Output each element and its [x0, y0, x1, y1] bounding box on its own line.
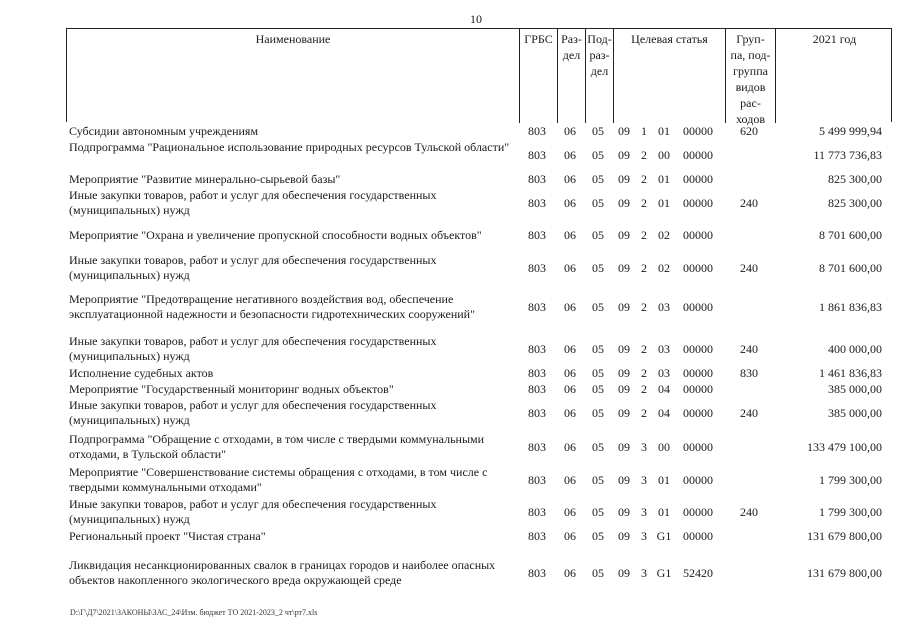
row-vr: 240	[740, 505, 758, 519]
row-cs3: 04	[658, 406, 670, 420]
row-pr: 05	[592, 342, 604, 356]
row-cs3: 00	[658, 440, 670, 454]
header-year: 2021 год	[775, 29, 893, 123]
table-row	[66, 558, 892, 588]
row-name: Мероприятие "Совершенствование системы обращения с отходами, в том числе с твердыми коммунальными отходами"	[69, 465, 488, 494]
table-row	[66, 382, 892, 397]
row-cs3: 03	[658, 300, 670, 314]
row-grbs: 803	[528, 406, 546, 420]
row-rz: 06	[564, 148, 576, 162]
row-amount: 385 000,00	[828, 406, 882, 420]
row-cs4: 00000	[683, 505, 713, 519]
row-cs4: 00000	[683, 228, 713, 242]
row-grbs: 803	[528, 124, 546, 138]
header-name: Наименование	[255, 32, 331, 46]
row-pr: 05	[592, 228, 604, 242]
row-cs1: 09	[618, 228, 630, 242]
row-name: Исполнение судебных актов	[69, 366, 214, 380]
row-cs1: 09	[618, 473, 630, 487]
row-cs1: 09	[618, 342, 630, 356]
row-name: Мероприятие "Развитие минерально-сырьевой базы"	[69, 172, 341, 186]
header-razdel: Раз- дел	[557, 29, 585, 123]
header-grbs: ГРБС	[519, 29, 557, 123]
row-cs3: 03	[658, 366, 670, 380]
row-name: Иные закупки товаров, работ и услуг для обеспечения государственных (муниципальных) нужд	[69, 253, 437, 282]
row-name: Иные закупки товаров, работ и услуг для обеспечения государственных (муниципальных) нужд	[69, 334, 437, 363]
table-row	[66, 334, 892, 364]
row-cs4: 00000	[683, 148, 713, 162]
row-amount: 825 300,00	[828, 172, 882, 186]
row-vr: 240	[740, 196, 758, 210]
row-cs2: 2	[641, 148, 647, 162]
row-rz: 06	[564, 382, 576, 396]
row-cs1: 09	[618, 172, 630, 186]
row-grbs: 803	[528, 196, 546, 210]
row-cs2: 2	[641, 366, 647, 380]
row-cs1: 09	[618, 566, 630, 580]
row-cs2: 3	[641, 529, 647, 543]
table-row	[66, 124, 892, 139]
row-amount: 1 461 836,83	[819, 366, 882, 380]
row-pr: 05	[592, 366, 604, 380]
table-row	[66, 529, 892, 544]
row-name: Подпрограмма "Обращение с отходами, в том числе с твердыми коммунальными отходами, в Тульской области"	[69, 432, 485, 461]
header-tselevaya: Целевая статья	[613, 29, 725, 123]
row-pr: 05	[592, 148, 604, 162]
row-pr: 05	[592, 473, 604, 487]
table-row	[66, 140, 892, 170]
row-vr: 240	[740, 406, 758, 420]
table-row	[66, 398, 892, 428]
row-cs2: 2	[641, 261, 647, 275]
header-podrazdel: Под- раз- дел	[585, 29, 613, 123]
row-cs1: 09	[618, 300, 630, 314]
row-grbs: 803	[528, 261, 546, 275]
row-rz: 06	[564, 505, 576, 519]
row-cs2: 3	[641, 473, 647, 487]
row-grbs: 803	[528, 342, 546, 356]
row-cs2: 3	[641, 505, 647, 519]
row-pr: 05	[592, 261, 604, 275]
row-cs2: 2	[641, 196, 647, 210]
row-cs4: 00000	[683, 124, 713, 138]
row-amount: 1 799 300,00	[819, 473, 882, 487]
row-cs3: 03	[658, 342, 670, 356]
table-row	[66, 172, 892, 187]
row-cs4: 00000	[683, 440, 713, 454]
row-cs3: 02	[658, 261, 670, 275]
row-amount: 8 701 600,00	[819, 228, 882, 242]
table-row	[66, 292, 892, 322]
row-pr: 05	[592, 406, 604, 420]
row-grbs: 803	[528, 172, 546, 186]
row-name: Мероприятие "Охрана и увеличение пропускной способности водных объектов"	[69, 228, 482, 242]
row-cs2: 3	[641, 566, 647, 580]
row-grbs: 803	[528, 366, 546, 380]
row-grbs: 803	[528, 473, 546, 487]
row-vr: 830	[740, 366, 758, 380]
row-cs4: 00000	[683, 406, 713, 420]
row-rz: 06	[564, 473, 576, 487]
row-cs1: 09	[618, 406, 630, 420]
row-amount: 1 861 836,83	[819, 300, 882, 314]
row-name: Региональный проект "Чистая страна"	[69, 529, 266, 543]
table-row	[66, 228, 892, 243]
row-amount: 131 679 800,00	[807, 566, 882, 580]
row-cs1: 09	[618, 529, 630, 543]
table-header	[66, 28, 892, 126]
row-rz: 06	[564, 228, 576, 242]
row-cs4: 00000	[683, 300, 713, 314]
row-pr: 05	[592, 440, 604, 454]
row-cs2: 2	[641, 228, 647, 242]
row-grbs: 803	[528, 566, 546, 580]
row-cs1: 09	[618, 440, 630, 454]
row-cs3: 01	[658, 505, 670, 519]
row-cs4: 00000	[683, 529, 713, 543]
row-cs4: 00000	[683, 382, 713, 396]
row-cs3: 01	[658, 124, 670, 138]
row-cs3: 04	[658, 382, 670, 396]
row-vr: 240	[740, 261, 758, 275]
file-path-footer: D:\Г\Д7\2021\ЗАКОНЫ\ЗАС_24\Изм. бюджет ТО 2021-2023_2 чт\рт7.xls	[70, 608, 318, 617]
row-grbs: 803	[528, 505, 546, 519]
row-pr: 05	[592, 566, 604, 580]
row-rz: 06	[564, 172, 576, 186]
row-amount: 5 499 999,94	[819, 124, 882, 138]
table-row	[66, 188, 892, 218]
row-vr: 620	[740, 124, 758, 138]
row-cs2: 2	[641, 172, 647, 186]
row-cs3: 01	[658, 473, 670, 487]
row-cs1: 09	[618, 366, 630, 380]
row-cs4: 00000	[683, 342, 713, 356]
row-cs4: 00000	[683, 261, 713, 275]
row-name: Иные закупки товаров, работ и услуг для обеспечения государственных (муниципальных) нужд	[69, 497, 437, 526]
row-cs1: 09	[618, 196, 630, 210]
row-vr: 240	[740, 342, 758, 356]
table-row	[66, 253, 892, 283]
row-grbs: 803	[528, 228, 546, 242]
row-grbs: 803	[528, 300, 546, 314]
row-rz: 06	[564, 124, 576, 138]
row-grbs: 803	[528, 440, 546, 454]
row-amount: 400 000,00	[828, 342, 882, 356]
row-cs3: 01	[658, 172, 670, 186]
row-rz: 06	[564, 300, 576, 314]
row-pr: 05	[592, 172, 604, 186]
row-cs2: 2	[641, 300, 647, 314]
row-cs4: 52420	[683, 566, 713, 580]
row-amount: 385 000,00	[828, 382, 882, 396]
row-rz: 06	[564, 406, 576, 420]
row-pr: 05	[592, 505, 604, 519]
table-row	[66, 465, 892, 495]
row-cs1: 09	[618, 382, 630, 396]
row-grbs: 803	[528, 382, 546, 396]
table-row	[66, 366, 892, 381]
row-cs3: 01	[658, 196, 670, 210]
header-gruppa: Груп- па, под- группа видов рас- ходов	[725, 29, 775, 123]
row-cs3: G1	[656, 529, 672, 543]
row-name: Подпрограмма "Рациональное использование природных ресурсов Тульской области"	[69, 140, 510, 154]
row-cs4: 00000	[683, 473, 713, 487]
row-pr: 05	[592, 196, 604, 210]
row-cs1: 09	[618, 148, 630, 162]
row-amount: 133 479 100,00	[807, 440, 882, 454]
row-name: Иные закупки товаров, работ и услуг для обеспечения государственных (муниципальных) нужд	[69, 188, 437, 217]
row-amount: 825 300,00	[828, 196, 882, 210]
row-rz: 06	[564, 342, 576, 356]
row-rz: 06	[564, 566, 576, 580]
row-grbs: 803	[528, 148, 546, 162]
row-cs1: 09	[618, 124, 630, 138]
row-pr: 05	[592, 124, 604, 138]
row-cs1: 09	[618, 261, 630, 275]
row-cs3: 02	[658, 228, 670, 242]
table-row	[66, 497, 892, 527]
row-rz: 06	[564, 529, 576, 543]
row-pr: 05	[592, 529, 604, 543]
row-rz: 06	[564, 196, 576, 210]
row-cs4: 00000	[683, 366, 713, 380]
row-cs3: G1	[656, 566, 672, 580]
row-amount: 8 701 600,00	[819, 261, 882, 275]
row-name: Ликвидация несанкционированных свалок в границах городов и наиболее опасных объектов накопленного экологического вреда окружающей среде	[69, 558, 496, 587]
row-cs2: 2	[641, 342, 647, 356]
row-grbs: 803	[528, 529, 546, 543]
row-rz: 06	[564, 261, 576, 275]
row-cs1: 09	[618, 505, 630, 519]
row-name: Мероприятие "Государственный мониторинг водных объектов"	[69, 382, 394, 396]
row-cs2: 2	[641, 406, 647, 420]
row-name: Субсидии автономным учреждениям	[69, 124, 259, 138]
row-pr: 05	[592, 382, 604, 396]
row-amount: 11 773 736,83	[813, 148, 882, 162]
row-cs2: 2	[641, 382, 647, 396]
table-row	[66, 432, 892, 462]
row-cs2: 1	[641, 124, 647, 138]
row-cs4: 00000	[683, 196, 713, 210]
row-cs3: 00	[658, 148, 670, 162]
row-cs4: 00000	[683, 172, 713, 186]
row-cs2: 3	[641, 440, 647, 454]
row-rz: 06	[564, 366, 576, 380]
row-amount: 131 679 800,00	[807, 529, 882, 543]
row-rz: 06	[564, 440, 576, 454]
row-amount: 1 799 300,00	[819, 505, 882, 519]
page-number: 10	[470, 12, 482, 26]
row-pr: 05	[592, 300, 604, 314]
row-name: Иные закупки товаров, работ и услуг для обеспечения государственных (муниципальных) нужд	[69, 398, 437, 427]
row-name: Мероприятие "Предотвращение негативного воздействия вод, обеспечение эксплуатационной надежности и безопасности гидротехнических сооружений"	[69, 292, 476, 321]
